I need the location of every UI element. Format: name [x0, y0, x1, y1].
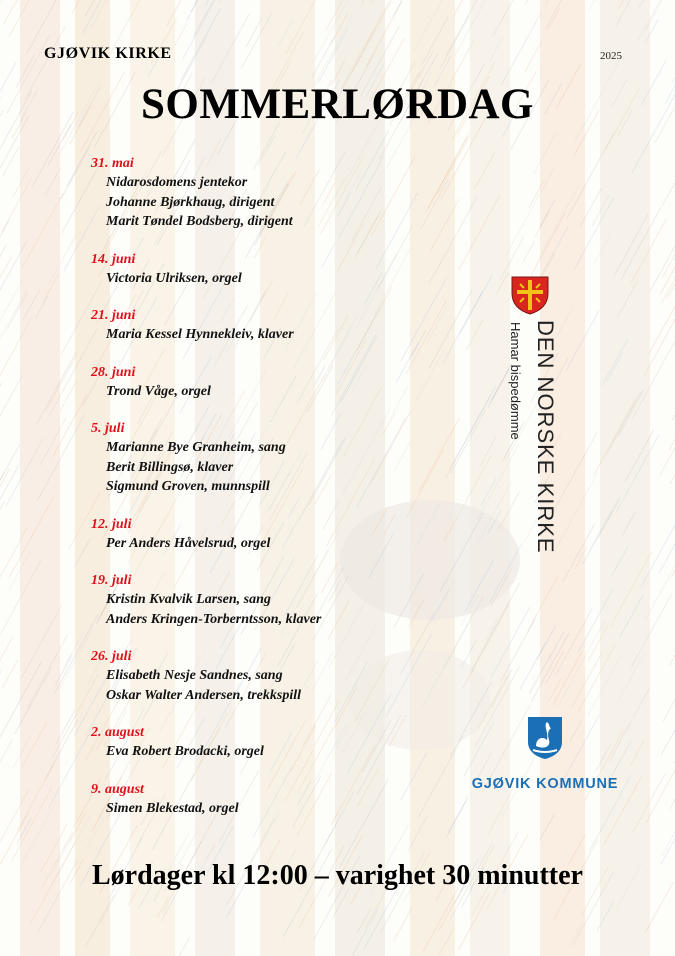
den-norske-kirke-name: DEN NORSKE KIRKE — [533, 320, 558, 554]
concert-entry — [91, 306, 471, 345]
concert-entry — [91, 363, 471, 402]
concert-date: 21. juni — [91, 308, 136, 323]
performer-line: Berit Billingsø, klaver — [106, 459, 234, 475]
concert-entry — [91, 154, 471, 232]
concert-entry — [91, 250, 471, 289]
concert-date: 28. juni — [91, 364, 136, 380]
concert-date: 5. juli — [91, 421, 125, 436]
concert-date: 9. august — [91, 781, 144, 797]
performer-line: Trond Våge, orgel — [106, 383, 211, 399]
hamar-bispedomme-label: Hamar bispedømme — [508, 322, 523, 440]
concert-date: 31. mai — [91, 156, 134, 171]
performer-line: Marit Tøndel Bodsberg, dirigent — [106, 214, 293, 229]
performer-line: Elisabeth Nesje Sandnes, sang — [106, 668, 283, 683]
concert-entry — [91, 647, 471, 705]
performer-line: Johanne Bjørkhaug, dirigent — [106, 194, 275, 210]
concert-entry — [91, 780, 471, 819]
performer-line: Eva Robert Brodacki, orgel — [106, 744, 264, 759]
performer-line: Nidarosdomens jentekor — [106, 175, 248, 190]
performer-line: Victoria Ulriksen, orgel — [106, 270, 242, 286]
performer-line: Sigmund Groven, munnspill — [106, 479, 270, 494]
church-name: GJØVIK KIRKE — [44, 45, 172, 62]
schedule-note: Lørdager kl 12:00 – varighet 30 minutter — [92, 860, 583, 891]
performer-line: Per Anders Håvelsrud, orgel — [106, 535, 271, 551]
concert-entry — [91, 723, 471, 762]
performer-line: Anders Kringen-Torberntsson, klaver — [106, 611, 322, 627]
concert-entry — [91, 419, 471, 497]
performer-line: Kristin Kvalvik Larsen, sang — [106, 592, 271, 607]
den-norske-kirke-logo — [506, 275, 556, 555]
concert-entry — [91, 571, 471, 629]
swan-emblem-icon — [527, 716, 563, 760]
concert-date: 19. juli — [91, 573, 132, 588]
concert-date: 26. juli — [91, 649, 132, 664]
performer-line: Oskar Walter Andersen, trekkspill — [106, 687, 301, 703]
year: 2025 — [600, 50, 622, 62]
concert-date: 12. juli — [91, 516, 132, 532]
church-shield-icon — [510, 275, 550, 315]
performer-line: Maria Kessel Hynnekleiv, klaver — [106, 327, 294, 342]
performer-line: Marianne Bye Granheim, sang — [106, 440, 286, 455]
performer-line: Simen Blekestad, orgel — [106, 800, 239, 816]
concert-date: 14. juni — [91, 251, 136, 267]
concert-list — [91, 154, 471, 836]
gjovik-kommune-logo — [465, 716, 625, 796]
concert-date: 2. august — [91, 725, 144, 740]
page-title: SOMMERLØRDAG — [141, 81, 534, 128]
concert-entry — [91, 515, 471, 554]
gjovik-kommune-name: GJØVIK KOMMUNE — [471, 776, 619, 792]
